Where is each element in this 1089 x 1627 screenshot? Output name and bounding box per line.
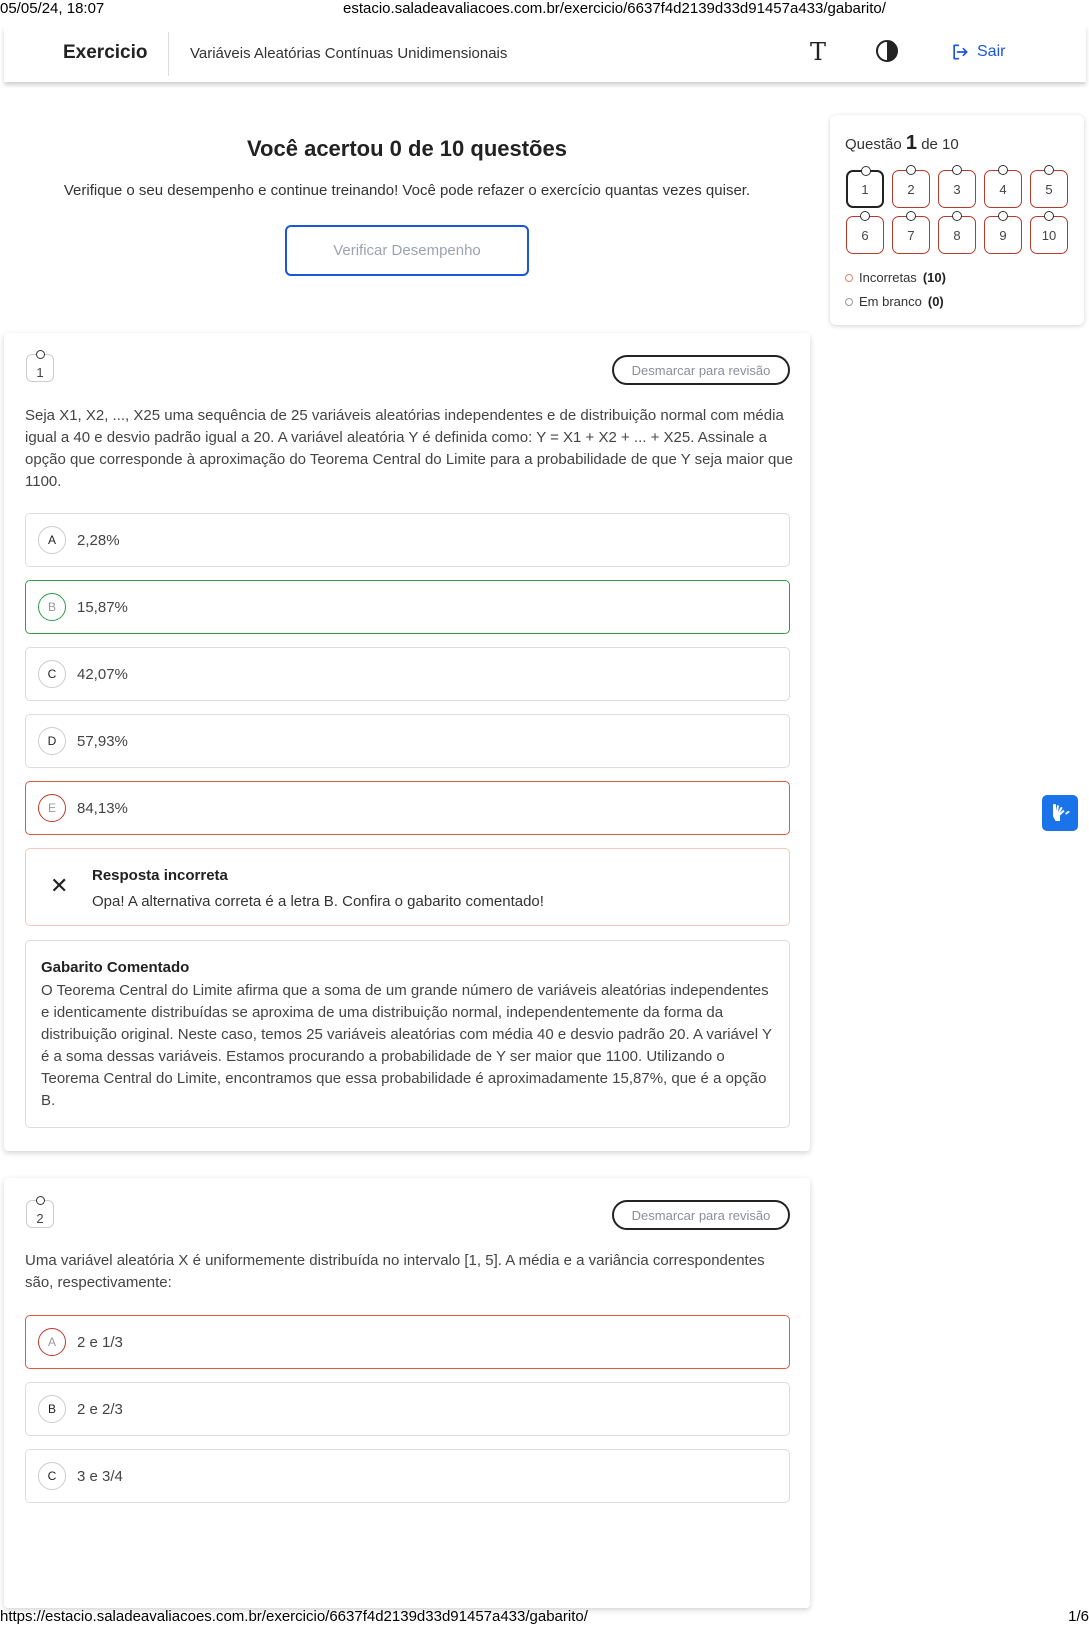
question-button-label: 8 xyxy=(953,227,961,243)
pin-icon xyxy=(906,165,916,175)
question-button-2[interactable] xyxy=(892,170,930,208)
question-button-label: 10 xyxy=(1041,227,1057,243)
question-button-4[interactable] xyxy=(984,170,1022,208)
pin-icon xyxy=(861,166,871,176)
brand-title: Exercicio xyxy=(63,42,148,63)
print-footer xyxy=(0,1606,1089,1626)
option-e-wrong[interactable] xyxy=(25,781,790,835)
option-letter: A xyxy=(38,526,66,554)
legend-incorrect xyxy=(845,270,946,285)
legend-blank-count: (0) xyxy=(927,294,944,309)
blank-dot-icon xyxy=(845,298,853,306)
question-button-label: 3 xyxy=(953,181,961,197)
unmark-review-button[interactable]: Desmarcar para revisão xyxy=(612,355,790,385)
result-title: Você acertou 0 de 10 questões xyxy=(247,136,567,161)
pin-icon xyxy=(1044,211,1054,221)
option-b-correct[interactable] xyxy=(25,580,790,634)
question-button-label: 9 xyxy=(999,227,1007,243)
current-question-number: 1 xyxy=(905,132,918,154)
legend-blank-label: Em branco xyxy=(859,294,922,309)
option-c[interactable] xyxy=(25,1449,790,1503)
option-text: 2 e 2/3 xyxy=(77,1400,123,1418)
logout-label: Sair xyxy=(977,43,1006,60)
question-button-7[interactable] xyxy=(892,216,930,254)
navbar-divider xyxy=(168,32,169,76)
pin-icon xyxy=(1044,165,1054,175)
question-button-6[interactable] xyxy=(846,216,884,254)
question-card-2 xyxy=(4,1178,810,1608)
question-button-9[interactable] xyxy=(984,216,1022,254)
option-b[interactable] xyxy=(25,1382,790,1436)
pin-icon xyxy=(860,211,870,221)
print-page-number: 1/6 xyxy=(1068,1608,1089,1625)
option-text: 42,07% xyxy=(77,665,128,683)
question-number: 2 xyxy=(36,1211,44,1226)
question-text: Seja X1, X2, ..., X25 uma sequência de 25 variáveis aleatórias independentes e de distribuição normal com média igual a 40 e desvio padrão igual a 20. A variável aleatória Y é definida como: Y = X1 + X2 + ... + X25. Assinale a opção que corresponde à aproximação do Teorema Central do Limite para a probabilidade de que Y seja maior que 1100. xyxy=(25,407,794,490)
print-header-url: estacio.saladeavaliacoes.com.br/exercicio/6637f4d2139d33d91457a433/gabarito/ xyxy=(343,0,886,17)
print-footer-url: https://estacio.saladeavaliacoes.com.br/exercicio/6637f4d2139d33d91457a433/gabarito/ xyxy=(0,1608,588,1625)
answer-feedback xyxy=(25,848,790,926)
pin-icon xyxy=(36,1196,45,1205)
logout-icon xyxy=(950,42,970,62)
explanation-text: O Teorema Central do Limite afirma que a soma de um grande número de variáveis aleatórias independentes e identicamente distribuídas se aproxima de uma distribuição normal, independentemente da forma da distribuição original. Neste caso, temos 25 variáveis aleatórias com média 40 e desvio padrão 20. A variável Y é a soma dessas variáveis. Estamos procurando a probabilidade de Y ser maior que 1100. Utilizando o Teorema Central do Limite, encontramos que essa probabilidade é aproximadamente 15,87%, que é a opção B. xyxy=(41,982,772,1109)
feedback-text: Opa! A alternativa correta é a letra B. Confira o gabarito comentado! xyxy=(92,893,544,910)
question-button-label: 6 xyxy=(861,227,869,243)
pin-icon xyxy=(998,211,1008,221)
logout-button[interactable] xyxy=(950,42,1005,62)
option-letter: B xyxy=(38,1395,66,1423)
option-letter: C xyxy=(38,660,66,688)
option-c[interactable] xyxy=(25,647,790,701)
question-number-badge xyxy=(26,354,54,382)
result-summary xyxy=(4,136,810,199)
option-d[interactable] xyxy=(25,714,790,768)
question-suffix: de 10 xyxy=(921,136,959,153)
question-button-3[interactable] xyxy=(938,170,976,208)
feedback-title: Resposta incorreta xyxy=(92,867,228,884)
legend-incorrect-label: Incorretas xyxy=(859,270,917,285)
question-counter xyxy=(845,132,959,155)
option-text: 84,13% xyxy=(77,799,128,817)
subject-title: Variáveis Aleatórias Contínuas Unidimensionais xyxy=(190,45,508,62)
unmark-review-button[interactable]: Desmarcar para revisão xyxy=(612,1200,790,1230)
question-button-label: 1 xyxy=(861,181,869,197)
top-navbar xyxy=(4,26,1086,82)
pin-icon xyxy=(952,165,962,175)
answer-explanation xyxy=(25,940,790,1128)
option-text: 3 e 3/4 xyxy=(77,1467,123,1485)
question-card-1 xyxy=(4,333,810,1151)
question-number: 1 xyxy=(36,365,44,380)
contrast-icon[interactable] xyxy=(876,40,898,62)
question-button-label: 7 xyxy=(907,227,915,243)
option-letter: B xyxy=(38,593,66,621)
incorrect-dot-icon xyxy=(845,274,853,282)
verify-performance-button[interactable]: Verificar Desempenho xyxy=(285,225,529,276)
question-button-10[interactable] xyxy=(1030,216,1068,254)
font-size-icon[interactable]: T xyxy=(810,38,827,66)
question-button-label: 2 xyxy=(907,181,915,197)
option-letter: A xyxy=(38,1328,66,1356)
option-letter: C xyxy=(38,1462,66,1490)
option-text: 57,93% xyxy=(77,732,128,750)
question-prefix: Questão xyxy=(845,136,902,153)
question-button-label: 4 xyxy=(999,181,1007,197)
explanation-title: Gabarito Comentado xyxy=(41,959,190,976)
pin-icon xyxy=(952,211,962,221)
question-text: Uma variável aleatória X é uniformemente distribuída no intervalo [1, 5]. A média e a variância correspondentes são, respectivamente: xyxy=(25,1252,765,1291)
question-number-badge xyxy=(26,1200,54,1228)
close-icon: ✕ xyxy=(50,873,69,898)
option-a[interactable] xyxy=(25,513,790,567)
legend-incorrect-count: (10) xyxy=(922,270,946,285)
accessibility-widget[interactable] xyxy=(1042,795,1078,831)
option-letter: E xyxy=(38,794,66,822)
question-button-1[interactable] xyxy=(846,170,884,208)
question-button-label: 5 xyxy=(1045,181,1053,197)
option-text: 2 e 1/3 xyxy=(77,1333,123,1351)
pin-icon xyxy=(998,165,1008,175)
question-navigator xyxy=(830,115,1084,325)
option-text: 2,28% xyxy=(77,531,120,549)
pin-icon xyxy=(36,350,45,359)
pin-icon xyxy=(906,211,916,221)
option-text: 15,87% xyxy=(77,598,128,616)
question-button-8[interactable] xyxy=(938,216,976,254)
print-datetime: 05/05/24, 18:07 xyxy=(0,0,105,17)
option-a-wrong[interactable] xyxy=(25,1315,790,1369)
option-letter: D xyxy=(38,727,66,755)
result-subtitle: Verifique o seu desempenho e continue treinando! Você pode refazer o exercício quantas vezes quiser. xyxy=(63,182,751,199)
legend-blank xyxy=(845,294,944,309)
print-header xyxy=(0,0,1089,18)
sign-language-icon xyxy=(1048,801,1072,825)
question-button-5[interactable] xyxy=(1030,170,1068,208)
